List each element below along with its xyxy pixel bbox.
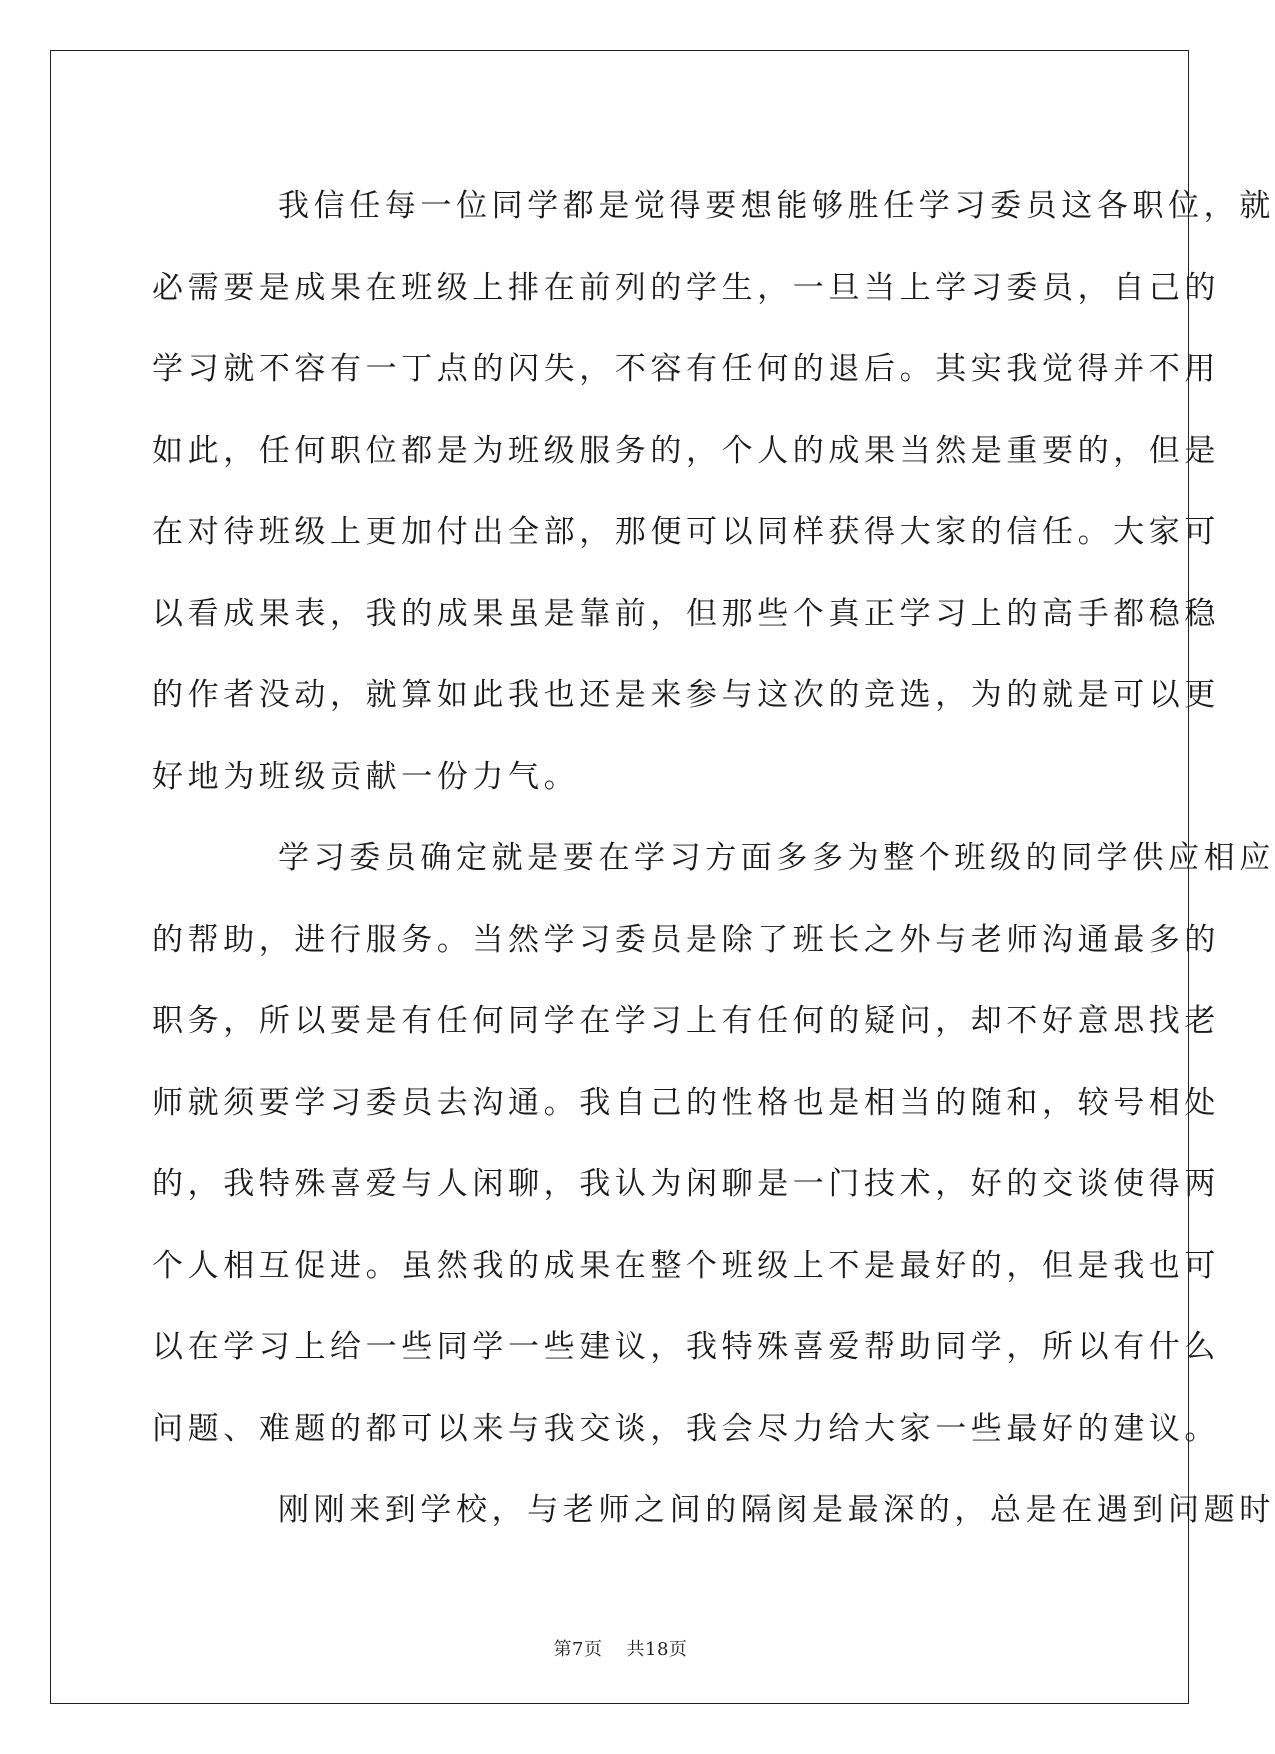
text-line: 职务，所以要是有任何同学在学习上有任何的疑问，却不好意思找老 bbox=[152, 1003, 1220, 1039]
page-footer bbox=[0, 1635, 1241, 1661]
document-body bbox=[152, 166, 1275, 1552]
text-line: 以看成果表，我的成果虽是靠前，但那些个真正学习上的高手都稳稳 bbox=[152, 595, 1220, 632]
text-line: 的帮助，进行服务。当然学习委员是除了班长之外与老师沟通最多的 bbox=[152, 921, 1220, 958]
text-line: 学习就不容有一丁点的闪失，不容有任何的退后。其实我觉得并不用 bbox=[152, 351, 1220, 387]
text-line: 如此，任何职位都是为班级服务的，个人的成果当然是重要的，但是 bbox=[152, 432, 1220, 469]
paragraph-1 bbox=[152, 166, 1275, 818]
text-line: 刚刚来到学校，与老师之间的隔阂是最深的，总是在遇到问题时 bbox=[278, 1492, 1275, 1528]
page-total: 共18页 bbox=[626, 1639, 688, 1660]
paragraph-3 bbox=[152, 1470, 1275, 1552]
paragraph-2 bbox=[152, 818, 1275, 1470]
text-line: 必需要是成果在班级上排在前列的学生，一旦当上学习委员，自己的 bbox=[152, 269, 1220, 306]
text-line: 好地为班级贡献一份力气。 bbox=[152, 758, 580, 795]
text-line: 的，我特殊喜爱与人闲聊，我认为闲聊是一门技术，好的交谈使得两 bbox=[152, 1166, 1220, 1202]
text-line: 的作者没动，就算如此我也还是来参与这次的竞选，为的就是可以更 bbox=[152, 677, 1220, 713]
text-line: 问题、难题的都可以来与我交谈，我会尽力给大家一些最好的建议。 bbox=[152, 1410, 1220, 1447]
text-line: 我信任每一位同学都是觉得要想能够胜任学习委员这各职位，就 bbox=[278, 188, 1275, 224]
text-line: 个人相互促进。虽然我的成果在整个班级上不是最好的，但是我也可 bbox=[152, 1247, 1220, 1284]
text-line: 在对待班级上更加付出全部，那便可以同样获得大家的信任。大家可 bbox=[152, 514, 1220, 550]
text-line: 师就须要学习委员去沟通。我自己的性格也是相当的随和，较号相处 bbox=[152, 1084, 1220, 1121]
text-line: 学习委员确定就是要在学习方面多多为整个班级的同学供应相应 bbox=[278, 840, 1275, 876]
text-line: 以在学习上给一些同学一些建议，我特殊喜爱帮助同学，所以有什么 bbox=[152, 1329, 1220, 1365]
page-number: 第7页 bbox=[553, 1639, 603, 1660]
